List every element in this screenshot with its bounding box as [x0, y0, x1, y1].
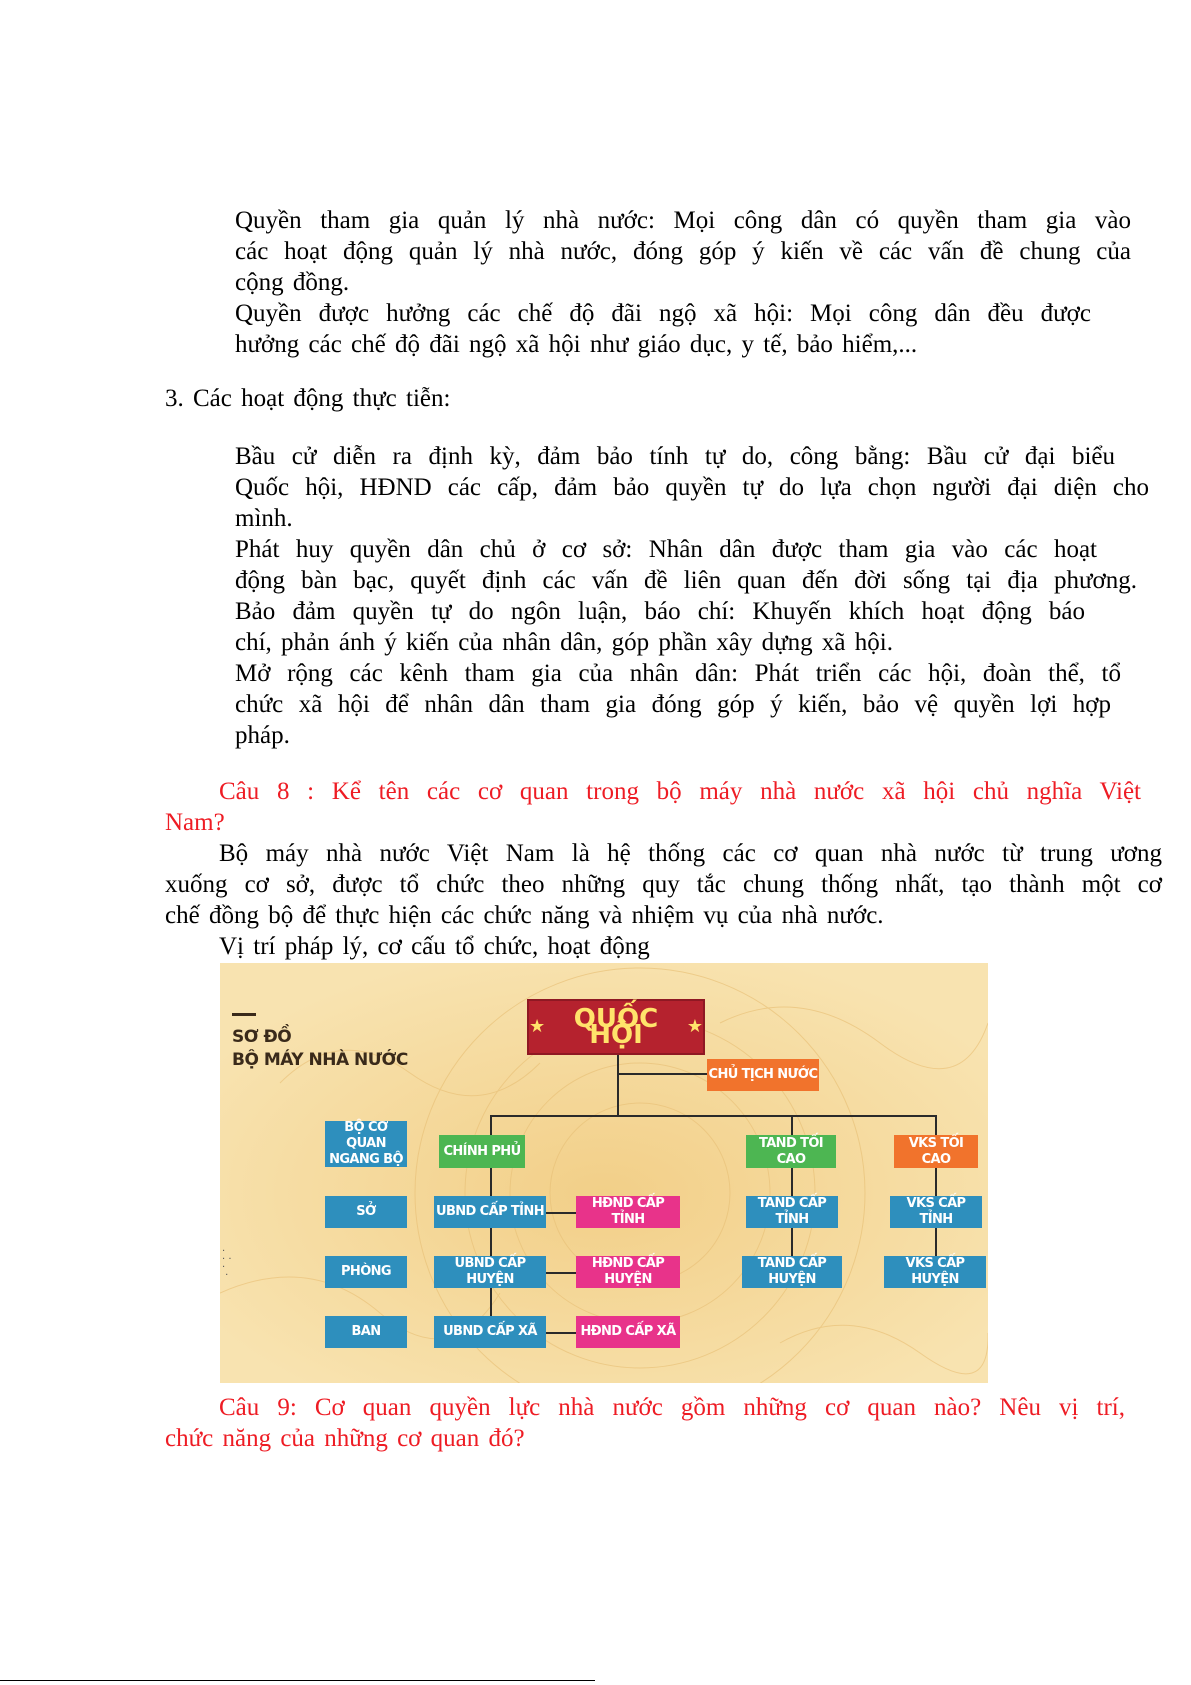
vks-cap-huyen-box: VKS CẤP HUYỆN	[884, 1256, 986, 1288]
question9-line1: Câu 9: Cơ quan quyền lực nhà nước gồm những cơ quan nào? Nêu vị trí,	[219, 1394, 1125, 1421]
connector-line	[791, 1228, 793, 1256]
list1-item2-line1: Quyền được hưởng các chế độ đãi ngộ xã hội: Mọi công dân đều được	[235, 300, 1091, 327]
section3-heading: 3. Các hoạt động thực tiễn:	[165, 385, 451, 412]
state-apparatus-diagram	[220, 963, 988, 1383]
bo-co-quan-ngang-bo-box: BỘ CƠ QUAN NGANG BỘ	[325, 1121, 407, 1167]
list1-item1-line2: các hoạt động quản lý nhà nước, đóng góp ý kiến về các vấn đề chung của	[235, 238, 1131, 265]
list2-item1-line3: mình.	[235, 505, 293, 532]
list1-item1-line3: cộng đồng.	[235, 269, 350, 296]
connector-line	[490, 1115, 936, 1117]
so-box: SỞ	[325, 1196, 407, 1228]
connector-line	[935, 1228, 937, 1256]
list2-item1-line1: Bầu cử diễn ra định kỳ, đảm bảo tính tự do, công bằng: Bầu cử đại biểu	[235, 443, 1115, 470]
list2-item2-line1: Phát huy quyền dân chủ ở cơ sở: Nhân dân được tham gia vào các hoạt	[235, 536, 1097, 563]
diagram-title-line1: SƠ ĐỒ	[232, 1027, 292, 1047]
connector-line	[935, 1115, 937, 1135]
ubnd-cap-tinh-box: UBND CẤP TỈNH	[434, 1196, 546, 1228]
list2-item2-line2: động bàn bạc, quyết định các vấn đề liên quan đến đời sống tại địa phương.	[235, 567, 1137, 594]
list2-item3-line1: Bảo đảm quyền tự do ngôn luận, báo chí: Khuyến khích hoạt động báo	[235, 598, 1085, 625]
list2-item4-line2: chức xã hội để nhân dân tham gia đóng góp ý kiến, bảo vệ quyền lợi hợp	[235, 691, 1111, 718]
quoc-hoi-box	[527, 999, 705, 1055]
connector-line	[546, 1272, 576, 1274]
question8-line2: Nam?	[165, 809, 225, 836]
footnote-rule	[0, 1680, 595, 1681]
vks-cap-tinh-box: VKS CẤP TỈNH	[890, 1196, 982, 1228]
ubnd-cap-xa-box: UBND CẤP XÃ	[434, 1316, 546, 1348]
answer8-line3: chế đồng bộ để thực hiện các chức năng và nhiệm vụ của nhà nước.	[165, 902, 884, 929]
diagram-title-line2: BỘ MÁY NHÀ NƯỚC	[232, 1050, 408, 1070]
quoc-hoi-label: QUỐC HỘI	[573, 1004, 659, 1050]
list2-item4-line1: Mở rộng các kênh tham gia của nhân dân: Phát triển các hội, đoàn thể, tổ	[235, 660, 1121, 687]
question8-line1: Câu 8 : Kể tên các cơ quan trong bộ máy nhà nước xã hội chủ nghĩa Việt	[219, 778, 1141, 805]
connector-line	[935, 1168, 937, 1196]
star-icon: ★	[529, 1016, 546, 1037]
connector-line	[490, 1115, 492, 1135]
vks-toi-cao-box: VKS TỐI CAO	[894, 1135, 978, 1168]
answer8-line2: xuống cơ sở, được tổ chức theo những quy tắc chung thống nhất, tạo thành một cơ	[165, 871, 1162, 898]
title-dash	[232, 1013, 256, 1016]
star-icon: ★	[686, 1016, 703, 1037]
ubnd-cap-huyen-box: UBND CẤP HUYỆN	[434, 1256, 546, 1288]
list2-item3-line2: chí, phản ánh ý kiến của nhân dân, góp phần xây dựng xã hội.	[235, 629, 893, 656]
phong-box: PHÒNG	[325, 1256, 407, 1288]
subheading: Vị trí pháp lý, cơ cấu tổ chức, hoạt động	[219, 933, 650, 960]
connector-line	[490, 1288, 492, 1316]
list1-item1-line1: Quyền tham gia quản lý nhà nước: Mọi công dân có quyền tham gia vào	[235, 207, 1131, 234]
decorative-dots: · · · · ·	[222, 1246, 232, 1281]
hdnd-cap-xa-box: HĐND CẤP XÃ	[576, 1316, 680, 1348]
chinh-phu-box: CHÍNH PHỦ	[439, 1135, 525, 1168]
answer8-line1: Bộ máy nhà nước Việt Nam là hệ thống các cơ quan nhà nước từ trung ương	[219, 840, 1162, 867]
connector-line	[490, 1168, 492, 1196]
list2-item1-line2: Quốc hội, HĐND các cấp, đảm bảo quyền tự do lựa chọn người đại diện cho	[235, 474, 1149, 501]
hdnd-cap-tinh-box: HĐND CẤP TỈNH	[576, 1196, 680, 1228]
chu-tich-nuoc-box: CHỦ TỊCH NƯỚC	[707, 1059, 819, 1091]
tand-toi-cao-box: TAND TỐI CAO	[746, 1135, 836, 1168]
hdnd-cap-huyen-box: HĐND CẤP HUYỆN	[576, 1256, 680, 1288]
connector-line	[546, 1212, 576, 1214]
tand-cap-huyen-box: TAND CẤP HUYỆN	[742, 1256, 842, 1288]
connector-line	[490, 1228, 492, 1256]
list1-item2-line2: hưởng các chế độ đãi ngộ xã hội như giáo dục, y tế, bảo hiểm,...	[235, 331, 918, 358]
ban-box: BAN	[325, 1316, 407, 1348]
list2-item4-line3: pháp.	[235, 722, 290, 749]
tand-cap-tinh-box: TAND CẤP TỈNH	[746, 1196, 838, 1228]
question9-line2: chức năng của những cơ quan đó?	[165, 1425, 525, 1452]
connector-line	[791, 1115, 793, 1135]
connector-line	[546, 1332, 576, 1334]
connector-line	[791, 1168, 793, 1196]
